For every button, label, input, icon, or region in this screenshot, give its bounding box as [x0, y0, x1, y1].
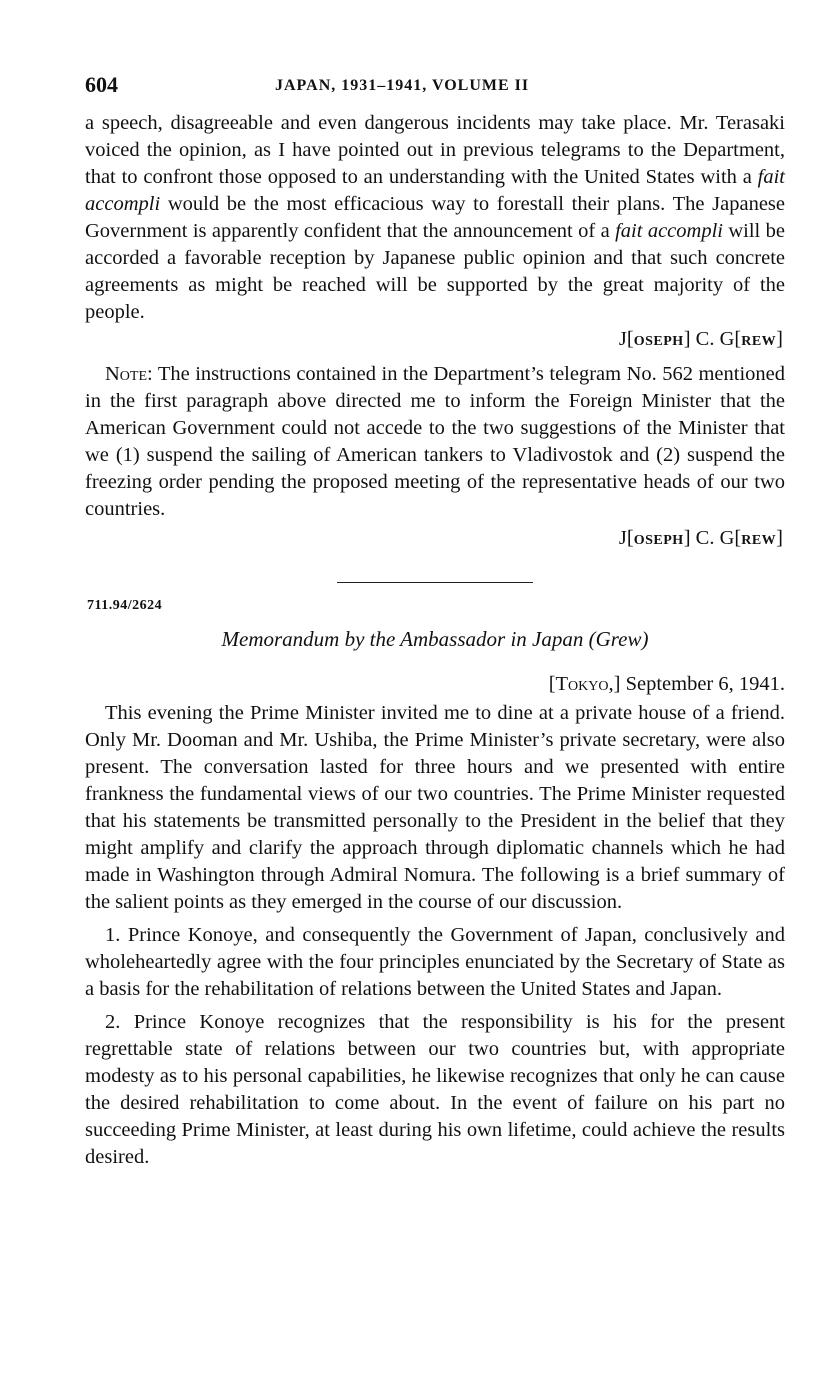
editorial-note — [85, 361, 785, 523]
signature-part: J[ — [618, 527, 634, 549]
note-text: : The instructions contained in the Department’s telegram No. 562 mentioned in the first paragraph above directed me to inform the Foreign Minister that the American Government could not accede to the two suggestions of the Minister that we (1) suspend the sailing of American tankers to Vladivostok and (2) suspend the freezing order pending the proposed meeting of the representative heads of our two countries. — [85, 363, 785, 520]
letter-text-part: will be accorded a favorable reception by Japanese public opinion and that such concrete agreements as might be reached will be supported by the great majority of the people. — [85, 220, 785, 323]
memorandum-paragraph: 1. Prince Konoye, and consequently the Government of Japan, conclusively and wholeheartedly agree with the four principles enunciated by the Secretary of State as a basis for the rehabilitation of relations between the United States and Japan. — [85, 924, 785, 1000]
signature-part: ] — [776, 328, 783, 350]
running-title: JAPAN, 1931–1941, VOLUME II — [275, 77, 530, 94]
italic-phrase: fait accompli — [85, 166, 785, 215]
italic-phrase: fait accompli — [615, 220, 723, 242]
running-head — [85, 70, 785, 110]
memorandum-paragraph: This evening the Prime Minister invited me to dine at a private house of a friend. Only Mr. Dooman and Mr. Ushiba, the Prime Minister’s private secretary, were also present. The conversation lasted for three hours and we presented with entire frankness the fundamental views of our two countries. The Prime Minister requested that his statements be transmitted personally to the President in the belief that they might amplify and clarify the approach through diplomatic channels which he had made in Washington through Admiral Nomura. The following is a brief summary of the salient points as they emerged in the course of our discussion. — [85, 702, 785, 913]
document-page — [85, 70, 785, 1171]
dateline-place: Tokyo — [555, 673, 609, 695]
file-number: 711.94/2624 — [87, 598, 163, 613]
memorandum-title: Memorandum by the Ambassador in Japan (Grew) — [221, 627, 649, 651]
letter-signature — [85, 326, 783, 355]
signature-part: ] — [776, 527, 783, 549]
memorandum-paragraph: 2. Prince Konoye recognizes that the responsibility is his for the present regrettable state of relations between our two countries but, with appropriate modesty as to his personal capabilities, he likewise recognizes that only he can cause the desired rehabilitation to come about. In the event of failure on his part no succeeding Prime Minister, at least during his own lifetime, could achieve the results desired. — [85, 1011, 785, 1168]
dateline-part: [ — [548, 673, 556, 695]
dateline — [85, 670, 785, 698]
page-number: 604 — [85, 72, 118, 97]
dateline-date: September 6, 1941. — [620, 673, 785, 695]
signature-part: ] C. G[ — [683, 527, 742, 549]
signature-part: OSEPH — [633, 334, 684, 349]
note-signature — [85, 525, 783, 554]
letter-text-part: a speech, disagreeable and even dangerous incidents may take place. Mr. Terasaki voiced the opinion, as I have pointed out in previous telegrams to the Department, that to confront those opposed to an understanding with the United States with a — [85, 112, 785, 188]
note-label: Note — [105, 363, 148, 385]
signature-part: REW — [741, 334, 777, 349]
dateline-part: ,] — [608, 673, 621, 695]
section-divider — [337, 582, 533, 583]
letter-text-part: would be the most efficacious way to forestall their plans. The Japanese Government is apparently confident that the announcement of a — [85, 193, 785, 242]
signature-part: J[ — [618, 328, 634, 350]
letter-closing-paragraph — [85, 110, 785, 326]
signature-part: REW — [741, 533, 777, 548]
signature-part: ] C. G[ — [683, 328, 742, 350]
signature-part: OSEPH — [633, 533, 684, 548]
